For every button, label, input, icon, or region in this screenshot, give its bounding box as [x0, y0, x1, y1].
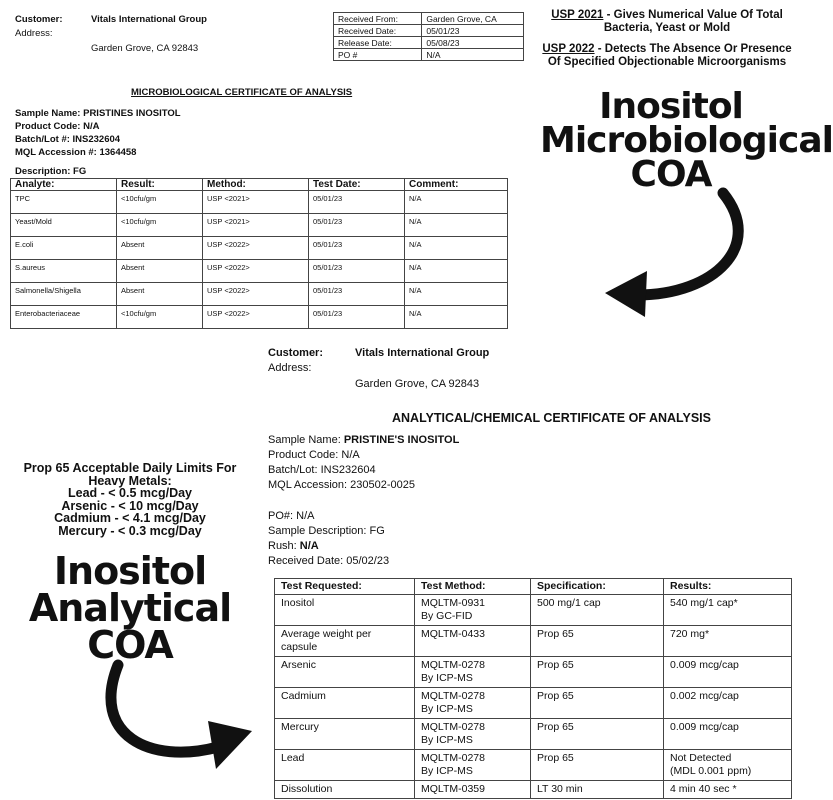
micro-product-code: Product Code: N/A — [15, 121, 100, 132]
micro-heading: MICROBIOLOGICAL CERTIFICATE OF ANALYSIS — [131, 87, 353, 98]
table-row — [11, 214, 508, 237]
micro-info-table — [333, 12, 524, 61]
table-cell: S.aureus — [11, 260, 117, 283]
anal-results-table — [274, 578, 792, 799]
micro-batch: Batch/Lot #: INS232604 — [15, 134, 121, 145]
table-cell: N/A — [405, 306, 508, 329]
prop65-title: Prop 65 Acceptable Daily Limits For Heavy Metals: — [23, 461, 237, 488]
table-cell: N/A — [405, 260, 508, 283]
table-cell: 05/01/23 — [309, 214, 405, 237]
table-row — [11, 306, 508, 329]
table-cell: MQLTM-0278 By ICP-MS — [415, 688, 531, 719]
column-header: Test Method: — [415, 579, 531, 595]
table-row — [275, 750, 792, 781]
anal-customer-name: Vitals International Group — [355, 347, 490, 359]
table-cell: MQLTM-0359 — [415, 781, 531, 799]
column-header: Specification: — [531, 579, 664, 595]
anal-address: Garden Grove, CA 92843 — [355, 378, 480, 390]
micro-description: Description: FG — [15, 166, 87, 177]
anal-sample-info — [268, 433, 459, 493]
info-label: Release Date: — [334, 37, 422, 49]
table-cell: Salmonella/Shigella — [11, 283, 117, 306]
info-value: 05/08/23 — [422, 37, 524, 49]
table-cell: 05/01/23 — [309, 191, 405, 214]
info-row — [334, 13, 524, 25]
anal-address-label: Address: — [268, 362, 312, 374]
table-cell: Dissolution — [275, 781, 415, 799]
table-cell: 500 mg/1 cap — [531, 595, 664, 626]
info-label: Received Date: — [334, 25, 422, 37]
table-cell: N/A — [405, 283, 508, 306]
table-cell: MQLTM-0278 By ICP-MS — [415, 719, 531, 750]
table-cell: N/A — [405, 214, 508, 237]
table-cell: MQLTM-0931 By GC-FID — [415, 595, 531, 626]
table-cell: Cadmium — [275, 688, 415, 719]
table-cell: 0.009 mcg/cap — [664, 719, 792, 750]
column-header: Method: — [203, 179, 309, 191]
table-cell: TPC — [11, 191, 117, 214]
table-row — [275, 719, 792, 750]
table-cell: Prop 65 — [531, 626, 664, 657]
table-cell: Inositol — [275, 595, 415, 626]
table-cell: <10cfu/gm — [117, 306, 203, 329]
anal-coa-title — [10, 549, 250, 667]
table-cell: Prop 65 — [531, 688, 664, 719]
table-cell: USP <2022> — [203, 283, 309, 306]
table-cell: Enterobacteriaceae — [11, 306, 117, 329]
anal-heading: ANALYTICAL/CHEMICAL CERTIFICATE OF ANALYSIS — [392, 411, 711, 425]
usp2021-note — [536, 9, 798, 35]
anal-customer-label: Customer: — [268, 347, 324, 359]
usp2022-text: - Detects The Absence Or Presence Of Specified Objectionable Microorganisms — [547, 43, 792, 68]
table-cell: MQLTM-0278 By ICP-MS — [415, 657, 531, 688]
table-row — [11, 237, 508, 260]
anal-title-line-2: Analytical — [28, 586, 232, 630]
table-cell: 0.009 mcg/cap — [664, 657, 792, 688]
info-row — [334, 37, 524, 49]
table-row — [275, 595, 792, 626]
micro-title-line-1: Inositol — [599, 86, 743, 127]
column-header: Analyte: — [11, 179, 117, 191]
micro-customer-name: Vitals International Group — [91, 14, 207, 25]
table-cell: Yeast/Mold — [11, 214, 117, 237]
anal-received: Received Date: 05/02/23 — [268, 555, 390, 567]
usp2022-note — [536, 43, 798, 69]
info-value: N/A — [422, 49, 524, 61]
table-row — [275, 688, 792, 719]
table-cell: N/A — [405, 237, 508, 260]
table-cell: Mercury — [275, 719, 415, 750]
micro-sample-info — [15, 107, 181, 159]
table-cell: MQLTM-0278 By ICP-MS — [415, 750, 531, 781]
info-value: Garden Grove, CA — [422, 13, 524, 25]
micro-title-line-3: COA — [630, 154, 712, 195]
info-label: PO # — [334, 49, 422, 61]
micro-sample-name: Sample Name: PRISTINES INOSITOL — [15, 108, 181, 119]
prop65-mercury: Mercury - < 0.3 mcg/Day — [58, 523, 202, 538]
table-cell: <10cfu/gm — [117, 214, 203, 237]
usp2022-label: USP 2022 — [542, 43, 595, 55]
table-cell: 05/01/23 — [309, 283, 405, 306]
table-cell: 4 min 40 sec * — [664, 781, 792, 799]
prop65-arsenic: Arsenic - < 10 mcg/Day — [61, 498, 199, 513]
anal-rush: N/A — [299, 540, 319, 552]
prop65-lead: Lead - < 0.5 mcg/Day — [67, 486, 192, 500]
table-cell: Not Detected (MDL 0.001 ppm) — [664, 750, 792, 781]
prop65-cadmium: Cadmium - < 4.1 mcg/Day — [54, 511, 206, 525]
anal-order-info — [268, 509, 389, 569]
table-cell: USP <2022> — [203, 237, 309, 260]
table-cell: 05/01/23 — [309, 237, 405, 260]
anal-sample-desc: Sample Description: FG — [268, 525, 385, 537]
micro-results-table — [10, 178, 508, 329]
column-header: Test Date: — [309, 179, 405, 191]
info-row — [334, 49, 524, 61]
anal-title-line-1: Inositol — [53, 549, 207, 593]
anal-sample-name-row — [268, 433, 459, 448]
table-cell: E.coli — [11, 237, 117, 260]
curved-arrow-icon — [595, 185, 755, 320]
table-row — [275, 781, 792, 799]
table-cell: 05/01/23 — [309, 306, 405, 329]
table-cell: Arsenic — [275, 657, 415, 688]
table-row — [275, 626, 792, 657]
usp-notes — [536, 9, 798, 69]
micro-address-label: Address: — [15, 28, 53, 39]
column-header: Comment: — [405, 179, 508, 191]
micro-coa-title — [540, 86, 833, 195]
column-header: Result: — [117, 179, 203, 191]
curved-arrow-icon — [90, 655, 260, 785]
micro-title-line-2: Microbiological — [540, 120, 833, 161]
micro-customer-label: Customer: — [15, 14, 63, 25]
anal-accession: MQL Accession: 230502-0025 — [268, 479, 415, 491]
table-cell: 05/01/23 — [309, 260, 405, 283]
table-cell: Prop 65 — [531, 750, 664, 781]
usp2021-label: USP 2021 — [551, 9, 604, 21]
table-cell: LT 30 min — [531, 781, 664, 799]
info-value: 05/01/23 — [422, 25, 524, 37]
anal-title-line-3: COA — [87, 623, 173, 667]
table-row — [275, 657, 792, 688]
table-cell: USP <2022> — [203, 260, 309, 283]
table-cell: MQLTM-0433 — [415, 626, 531, 657]
table-cell: Prop 65 — [531, 719, 664, 750]
table-cell: 720 mg* — [664, 626, 792, 657]
table-row — [11, 260, 508, 283]
table-cell: Absent — [117, 237, 203, 260]
column-header: Results: — [664, 579, 792, 595]
prop65-limits — [10, 462, 250, 537]
table-cell: USP <2021> — [203, 191, 309, 214]
table-cell: Lead — [275, 750, 415, 781]
table-cell: 0.002 mcg/cap — [664, 688, 792, 719]
anal-rush-row — [268, 539, 389, 554]
micro-accession: MQL Accession #: 1364458 — [15, 147, 137, 158]
table-cell: N/A — [405, 191, 508, 214]
table-cell: 540 mg/1 cap* — [664, 595, 792, 626]
table-cell: Prop 65 — [531, 657, 664, 688]
usp2021-text: - Gives Numerical Value Of Total Bacteria, Yeast or Mold — [603, 9, 783, 34]
table-cell: <10cfu/gm — [117, 191, 203, 214]
info-row — [334, 25, 524, 37]
anal-rush-label: Rush: — [268, 540, 300, 552]
info-label: Received From: — [334, 13, 422, 25]
table-cell: Absent — [117, 283, 203, 306]
column-header: Test Requested: — [275, 579, 415, 595]
table-cell: USP <2021> — [203, 214, 309, 237]
table-cell: USP <2022> — [203, 306, 309, 329]
table-cell: Average weight per capsule — [275, 626, 415, 657]
table-row — [11, 191, 508, 214]
anal-product-code: Product Code: N/A — [268, 449, 360, 461]
anal-po: PO#: N/A — [268, 510, 315, 522]
table-row — [11, 283, 508, 306]
anal-sample-name: PRISTINE'S INOSITOL — [343, 434, 460, 446]
anal-sample-name-label: Sample Name: — [268, 434, 344, 446]
table-cell: Absent — [117, 260, 203, 283]
anal-batch: Batch/Lot: INS232604 — [268, 464, 376, 476]
micro-address: Garden Grove, CA 92843 — [91, 43, 199, 54]
